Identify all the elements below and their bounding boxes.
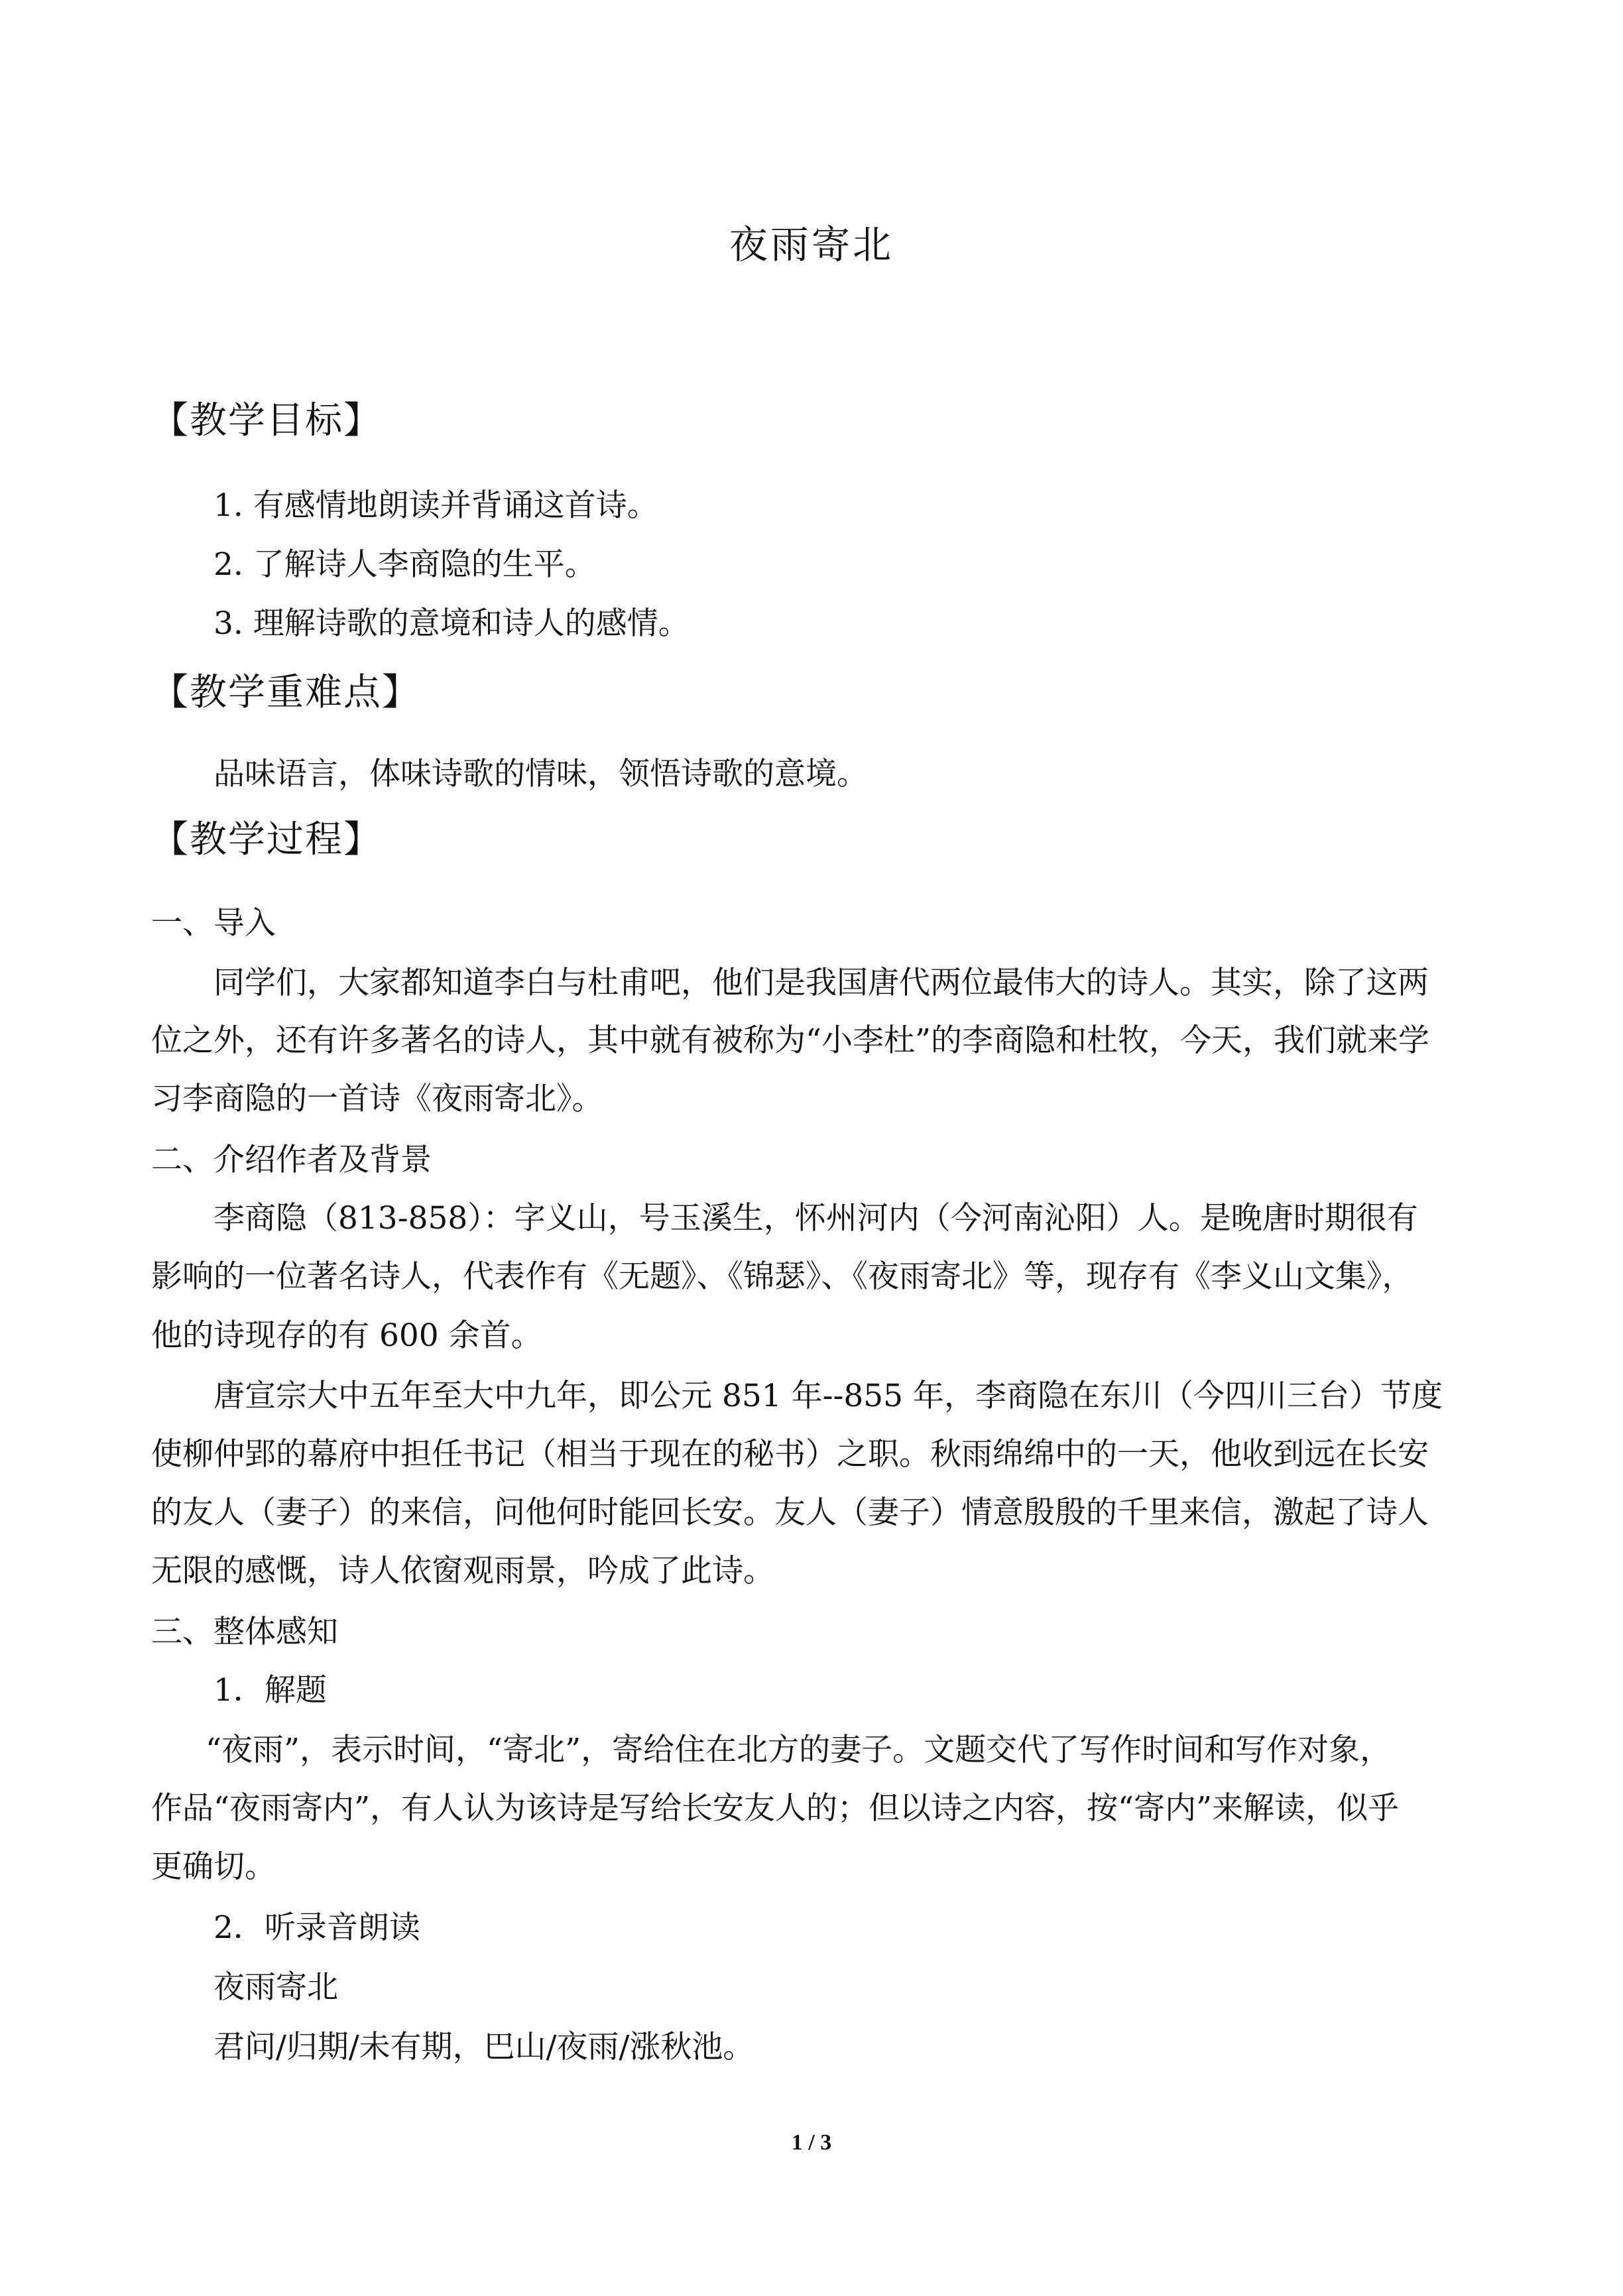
page-number: 1 / 3 xyxy=(791,2130,832,2155)
goal-item-1: 1. 有感情地朗读并背诵这首诗。 xyxy=(213,487,658,524)
author-line-1: 李商隐（813-858）：字义山，号玉溪生，怀州河内（今河南沁阳）人。是晚唐时期很有 xyxy=(213,1200,1418,1237)
poem-title: 夜雨寄北 xyxy=(213,1969,338,2006)
section-overall-heading: 三、整体感知 xyxy=(151,1614,338,1650)
background-line-3: 的友人（妻子）的来信，问他何时能回长安。友人（妻子）情意殷殷的千里来信，激起了诗人 xyxy=(151,1494,1429,1531)
intro-line-3: 习李商隐的一首诗《夜雨寄北》。 xyxy=(151,1081,603,1117)
background-line-4: 无限的感慨，诗人依窗观雨景，吟成了此诗。 xyxy=(151,1553,774,1589)
heading-teaching-process: 【教学过程】 xyxy=(151,818,382,861)
key-points-text: 品味语言，体味诗歌的情味，领悟诗歌的意境。 xyxy=(213,756,868,792)
background-line-2: 使柳仲郢的幕府中担任书记（相当于现在的秘书）之职。秋雨绵绵中的一天，他收到远在长安 xyxy=(151,1436,1429,1473)
author-line-2: 影响的一位著名诗人，代表作有《无题》、《锦瑟》、《夜雨寄北》等，现存有《李义山文集》， xyxy=(151,1258,1413,1295)
intro-line-2: 位之外，还有许多著名的诗人，其中就有被称为“小李杜”的李商隐和杜牧，今天，我们就来学 xyxy=(151,1022,1430,1059)
subsection-title-analysis: 1．解题 xyxy=(213,1672,327,1709)
title-analysis-line-2: 作品“夜雨寄内”，有人认为该诗是写给长安友人的；但以诗之内容，按“寄内”来解读，似乎 xyxy=(151,1790,1400,1827)
title-analysis-line-3: 更确切。 xyxy=(151,1848,276,1885)
page-title: 夜雨寄北 xyxy=(729,222,894,267)
intro-line-1: 同学们，大家都知道李白与杜甫吧，他们是我国唐代两位最伟大的诗人。其实，除了这两 xyxy=(213,965,1429,1001)
heading-key-points: 【教学重难点】 xyxy=(151,671,420,714)
section-author-heading: 二、介绍作者及背景 xyxy=(151,1142,432,1178)
heading-teaching-goals: 【教学目标】 xyxy=(151,399,382,442)
goal-item-3: 3. 理解诗歌的意境和诗人的感情。 xyxy=(213,605,690,642)
title-analysis-line-1: “夜雨”，表示时间，“寄北”，寄给住在北方的妻子。文题交代了写作时间和写作对象， xyxy=(206,1732,1392,1768)
section-intro-heading: 一、导入 xyxy=(151,905,276,941)
poem-line-1: 君问/归期/未有期，巴山/夜雨/涨秋池。 xyxy=(213,2029,754,2065)
background-line-1: 唐宣宗大中五年至大中九年，即公元 851 年--855 年，李商隐在东川（今四川三台）节度 xyxy=(213,1378,1443,1414)
goal-item-2: 2. 了解诗人李商隐的生平。 xyxy=(213,546,596,583)
author-line-3: 他的诗现存的有 600 余首。 xyxy=(151,1317,542,1354)
subsection-listen-reading: 2．听录音朗读 xyxy=(213,1909,420,1946)
